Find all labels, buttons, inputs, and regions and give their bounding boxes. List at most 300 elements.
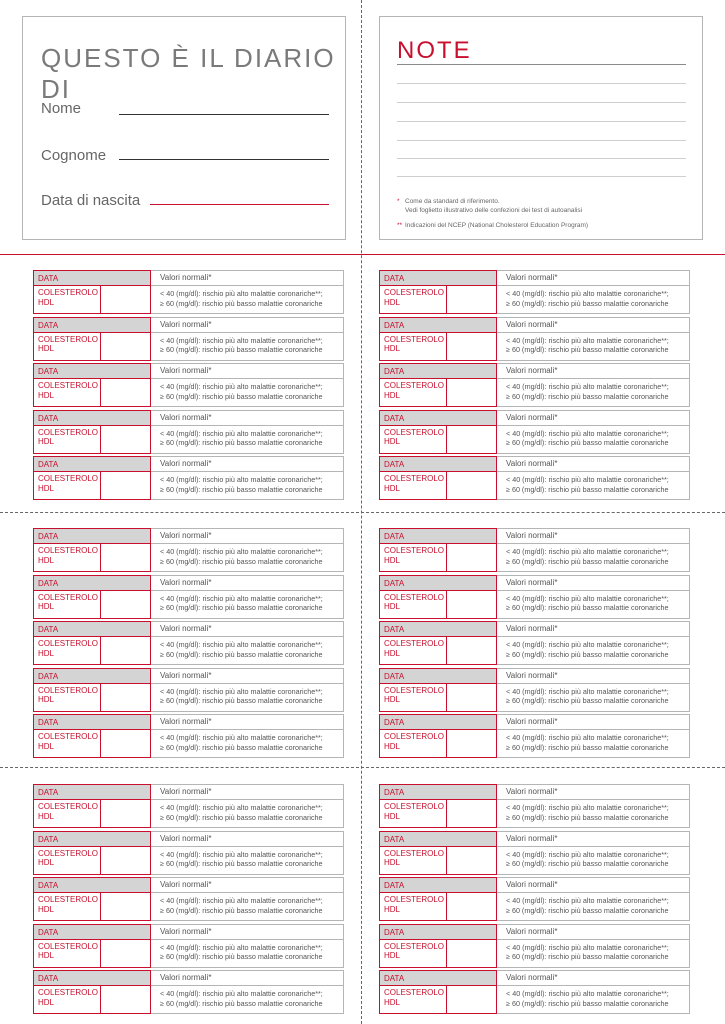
range-low-risk: ≥ 60 (mg/dl): rischio più basso malattie coronariche (160, 603, 323, 612)
log-entry (33, 621, 344, 665)
date-label: DATA (38, 413, 59, 423)
date-label: DATA (38, 718, 59, 727)
date-row (379, 528, 690, 544)
date-row (33, 456, 344, 472)
log-entry (33, 714, 344, 758)
normal-values-label: Valori normali* (506, 577, 558, 587)
range-text (506, 640, 669, 659)
date-field[interactable] (33, 456, 151, 472)
date-label: DATA (384, 274, 405, 283)
normal-values-label: Valori normali* (506, 670, 558, 680)
range-low-risk: ≥ 60 (mg/dl): rischio più basso malattie coronariche (506, 484, 669, 494)
birthdate-label: Data di nascita (41, 192, 141, 209)
hdl-label: COLESTEROLO HDL (384, 592, 445, 611)
hdl-value-field[interactable] (447, 986, 497, 1013)
range-high-risk: < 40 (mg/dl): rischio più alto malattie coronariche**; (160, 989, 323, 998)
date-field[interactable] (379, 784, 497, 800)
date-label: DATA (38, 927, 59, 937)
date-field[interactable] (379, 456, 497, 472)
range-text (506, 803, 669, 822)
date-field[interactable] (379, 270, 497, 286)
birthdate-field[interactable] (150, 204, 329, 205)
hdl-value-field[interactable] (101, 544, 151, 571)
date-field[interactable] (379, 877, 497, 893)
range-text (506, 336, 669, 355)
log-entry (379, 456, 690, 500)
hdl-label: COLESTEROLO HDL (38, 732, 99, 751)
hdl-label: COLESTEROLO HDL (38, 802, 99, 821)
range-low-risk: ≥ 60 (mg/dl): rischio più basso malattie coronariche (160, 484, 323, 494)
hdl-cell (379, 893, 497, 921)
hdl-value-field[interactable] (447, 893, 497, 920)
footnote-standard (397, 197, 697, 215)
hdl-value-field[interactable] (447, 333, 497, 360)
hdl-row (33, 986, 344, 1014)
date-label: DATA (38, 671, 59, 681)
date-row (379, 575, 690, 591)
note-line[interactable] (397, 176, 686, 177)
date-field[interactable] (33, 575, 151, 591)
normal-values-label: Valori normali* (160, 577, 212, 587)
range-high-risk: < 40 (mg/dl): rischio più alto malattie coronariche**; (160, 686, 323, 696)
hdl-row (379, 800, 690, 828)
date-row (33, 270, 344, 286)
hdl-value-field[interactable] (447, 544, 497, 571)
range-low-risk: ≥ 60 (mg/dl): rischio più basso malattie coronariche (506, 812, 669, 822)
notes-card (379, 16, 703, 240)
date-label: DATA (38, 578, 59, 588)
hdl-cell (33, 986, 151, 1014)
range-text (160, 733, 323, 752)
surname-field[interactable] (119, 159, 329, 160)
hdl-value-field[interactable] (101, 591, 151, 618)
date-field[interactable] (33, 621, 151, 637)
date-field[interactable] (33, 528, 151, 544)
hdl-label: COLESTEROLO HDL (38, 848, 99, 867)
hdl-value-field[interactable] (101, 426, 151, 453)
normal-values-label: Valori normali* (506, 833, 558, 843)
normal-values-label: Valori normali* (160, 319, 212, 329)
range-low-risk: ≥ 60 (mg/dl): rischio più basso malattie coronariche (160, 345, 323, 354)
date-row (379, 621, 690, 637)
range-low-risk: ≥ 60 (mg/dl): rischio più basso malattie coronariche (160, 298, 323, 308)
range-text (506, 850, 669, 869)
normal-values-label: Valori normali* (160, 833, 212, 843)
hdl-cell (379, 847, 497, 875)
log-entry (379, 410, 690, 454)
log-entry (379, 363, 690, 407)
date-label: DATA (38, 460, 59, 469)
range-text (506, 475, 669, 494)
date-field[interactable] (33, 270, 151, 286)
range-high-risk: < 40 (mg/dl): rischio più alto malattie coronariche**; (506, 289, 669, 298)
note-line[interactable] (397, 83, 686, 84)
range-high-risk: < 40 (mg/dl): rischio più alto malattie coronariche**; (160, 289, 323, 298)
range-high-risk: < 40 (mg/dl): rischio più alto malattie coronariche**; (506, 547, 669, 556)
hdl-label: COLESTEROLO HDL (384, 381, 445, 400)
normal-values-label: Valori normali* (506, 787, 558, 796)
normal-values-label: Valori normali* (506, 880, 558, 889)
range-low-risk: ≥ 60 (mg/dl): rischio più basso malattie coronariche (506, 345, 669, 354)
hdl-row (379, 986, 690, 1014)
hdl-value-field[interactable] (447, 472, 497, 499)
hdl-row (379, 286, 690, 314)
range-high-risk: < 40 (mg/dl): rischio più alto malattie coronariche**; (506, 942, 669, 952)
log-entry (379, 317, 690, 361)
date-label: DATA (384, 532, 405, 541)
date-field[interactable] (33, 924, 151, 940)
range-text (160, 803, 323, 822)
hdl-row (33, 544, 344, 572)
hdl-label: COLESTEROLO HDL (38, 592, 99, 611)
date-label: DATA (38, 274, 59, 283)
date-field[interactable] (379, 831, 497, 847)
range-text (160, 547, 323, 566)
hdl-value-field[interactable] (447, 800, 497, 827)
date-field[interactable] (33, 317, 151, 333)
hdl-label: COLESTEROLO HDL (38, 288, 99, 307)
hdl-row (379, 472, 690, 500)
hdl-value-field[interactable] (447, 379, 497, 406)
hdl-label: COLESTEROLO HDL (384, 988, 445, 1007)
footnote-text: Come da standard di riferimento. (405, 198, 500, 205)
date-field[interactable] (379, 621, 497, 637)
range-high-risk: < 40 (mg/dl): rischio più alto malattie coronariche**; (506, 335, 669, 345)
hdl-cell (379, 986, 497, 1014)
hdl-value-field[interactable] (447, 684, 497, 711)
range-high-risk: < 40 (mg/dl): rischio più alto malattie coronariche**; (160, 733, 323, 742)
date-field[interactable] (33, 970, 151, 986)
hdl-value-field[interactable] (447, 940, 497, 967)
date-label: DATA (384, 927, 405, 937)
date-row (379, 924, 690, 940)
note-line[interactable] (397, 121, 686, 122)
date-field[interactable] (379, 575, 497, 591)
range-low-risk: ≥ 60 (mg/dl): rischio più basso malattie coronariche (160, 438, 323, 447)
hdl-cell (33, 940, 151, 968)
hdl-row (33, 426, 344, 454)
log-entry (33, 970, 344, 1014)
diary-title: QUESTO È IL DIARIO DI (41, 43, 336, 104)
log-entry (33, 456, 344, 500)
hdl-cell (379, 426, 497, 454)
date-row (379, 410, 690, 426)
date-field[interactable] (379, 410, 497, 426)
hdl-value-field[interactable] (447, 847, 497, 874)
log-entry (379, 575, 690, 619)
log-entry (379, 877, 690, 921)
range-high-risk: < 40 (mg/dl): rischio più alto malattie coronariche**; (160, 640, 323, 649)
hdl-value-field[interactable] (101, 800, 151, 827)
range-text (506, 429, 669, 448)
date-field[interactable] (33, 784, 151, 800)
hdl-value-field[interactable] (101, 379, 151, 406)
date-row (33, 410, 344, 426)
diary-owner-card (22, 16, 346, 240)
hdl-value-field[interactable] (447, 426, 497, 453)
range-high-risk: < 40 (mg/dl): rischio più alto malattie coronariche**; (506, 989, 669, 998)
range-text (506, 896, 669, 915)
footnotes (397, 197, 697, 230)
range-text (160, 943, 323, 962)
log-entry (379, 668, 690, 712)
date-field[interactable] (379, 924, 497, 940)
hdl-value-field[interactable] (101, 730, 151, 757)
date-row (379, 877, 690, 893)
hdl-row (379, 637, 690, 665)
log-entry (33, 270, 344, 314)
date-field[interactable] (379, 317, 497, 333)
normal-values-label: Valori normali* (160, 412, 212, 422)
footnote-text: Vedi foglietto illustrativo delle confezioni dei test di autoanalisi (405, 207, 583, 214)
date-row (33, 970, 344, 986)
hdl-label: COLESTEROLO HDL (38, 685, 99, 704)
hdl-cell (33, 893, 151, 921)
hdl-value-field[interactable] (101, 847, 151, 874)
note-line[interactable] (397, 140, 686, 141)
range-text (506, 943, 669, 962)
range-low-risk: ≥ 60 (mg/dl): rischio più basso malattie coronariche (160, 742, 323, 752)
range-high-risk: < 40 (mg/dl): rischio più alto malattie coronariche**; (506, 803, 669, 812)
date-label: DATA (384, 881, 405, 890)
date-row (33, 528, 344, 544)
date-label: DATA (384, 834, 405, 844)
hdl-row (33, 730, 344, 758)
hdl-label: COLESTEROLO HDL (384, 474, 445, 493)
hdl-cell (33, 800, 151, 828)
range-text (506, 989, 669, 1008)
hdl-label: COLESTEROLO HDL (384, 732, 445, 751)
hdl-row (379, 940, 690, 968)
range-low-risk: ≥ 60 (mg/dl): rischio più basso malattie coronariche (506, 603, 669, 612)
hdl-row (33, 684, 344, 712)
date-label: DATA (384, 974, 405, 983)
date-row (379, 714, 690, 730)
hdl-cell (33, 379, 151, 407)
range-low-risk: ≥ 60 (mg/dl): rischio più basso malattie coronariche (160, 859, 323, 868)
name-label: Nome (41, 100, 82, 117)
range-high-risk: < 40 (mg/dl): rischio più alto malattie coronariche**; (506, 640, 669, 649)
normal-values-label: Valori normali* (160, 273, 212, 282)
range-high-risk: < 40 (mg/dl): rischio più alto malattie coronariche**; (160, 942, 323, 952)
range-high-risk: < 40 (mg/dl): rischio più alto malattie coronariche**; (160, 849, 323, 859)
date-label: DATA (384, 625, 405, 634)
range-high-risk: < 40 (mg/dl): rischio più alto malattie coronariche**; (160, 896, 323, 905)
log-entry (379, 621, 690, 665)
hdl-value-field[interactable] (101, 472, 151, 499)
normal-values-label: Valori normali* (506, 459, 558, 468)
hdl-row (379, 591, 690, 619)
normal-values-label: Valori normali* (160, 926, 212, 936)
hdl-value-field[interactable] (101, 286, 151, 313)
hdl-cell (33, 286, 151, 314)
log-entry (33, 784, 344, 828)
hdl-cell (33, 333, 151, 361)
range-low-risk: ≥ 60 (mg/dl): rischio più basso malattie coronariche (506, 556, 669, 566)
hdl-value-field[interactable] (447, 730, 497, 757)
date-row (33, 924, 344, 940)
hdl-row (379, 333, 690, 361)
range-low-risk: ≥ 60 (mg/dl): rischio più basso malattie coronariche (506, 905, 669, 915)
date-row (379, 317, 690, 333)
date-field[interactable] (379, 528, 497, 544)
note-line[interactable] (397, 102, 686, 103)
date-field[interactable] (379, 714, 497, 730)
hdl-label: COLESTEROLO HDL (38, 546, 99, 565)
hdl-row (33, 847, 344, 875)
log-entry (33, 410, 344, 454)
date-field[interactable] (33, 831, 151, 847)
hdl-cell (33, 472, 151, 500)
hdl-cell (33, 426, 151, 454)
normal-values-label: Valori normali* (160, 366, 212, 375)
range-low-risk: ≥ 60 (mg/dl): rischio più basso malattie coronariche (160, 952, 323, 961)
date-field[interactable] (33, 410, 151, 426)
hdl-label: COLESTEROLO HDL (38, 334, 99, 353)
hdl-value-field[interactable] (447, 591, 497, 618)
date-row (379, 270, 690, 286)
date-label: DATA (384, 578, 405, 588)
hdl-label: COLESTEROLO HDL (38, 427, 99, 446)
date-label: DATA (38, 320, 59, 330)
range-low-risk: ≥ 60 (mg/dl): rischio più basso malattie coronariche (506, 298, 669, 308)
hdl-cell (379, 472, 497, 500)
date-field[interactable] (33, 363, 151, 379)
range-high-risk: < 40 (mg/dl): rischio più alto malattie coronariche**; (160, 335, 323, 345)
date-row (33, 621, 344, 637)
range-text (160, 336, 323, 355)
range-text (160, 289, 323, 308)
date-field[interactable] (379, 363, 497, 379)
date-row (33, 668, 344, 684)
date-field[interactable] (379, 668, 497, 684)
range-low-risk: ≥ 60 (mg/dl): rischio più basso malattie coronariche (506, 952, 669, 961)
range-text (160, 850, 323, 869)
footnote-text: Indicazioni del NCEP (National Cholesterol Education Program) (405, 222, 589, 229)
normal-values-label: Valori normali* (506, 717, 558, 726)
note-line[interactable] (397, 158, 686, 159)
date-label: DATA (38, 881, 59, 890)
hdl-value-field[interactable] (101, 637, 151, 664)
range-high-risk: < 40 (mg/dl): rischio più alto malattie coronariche**; (160, 593, 323, 603)
range-high-risk: < 40 (mg/dl): rischio più alto malattie coronariche**; (160, 428, 323, 438)
date-row (33, 877, 344, 893)
range-text (160, 640, 323, 659)
date-row (33, 317, 344, 333)
date-label: DATA (384, 671, 405, 681)
date-field[interactable] (379, 970, 497, 986)
date-row (379, 668, 690, 684)
hdl-value-field[interactable] (101, 684, 151, 711)
log-entry (379, 784, 690, 828)
hdl-cell (33, 847, 151, 875)
log-entry (379, 970, 690, 1014)
range-text (160, 594, 323, 613)
range-low-risk: ≥ 60 (mg/dl): rischio più basso malattie coronariche (506, 438, 669, 447)
range-low-risk: ≥ 60 (mg/dl): rischio più basso malattie coronariche (160, 905, 323, 915)
range-low-risk: ≥ 60 (mg/dl): rischio più basso malattie coronariche (160, 812, 323, 822)
normal-values-label: Valori normali* (506, 412, 558, 422)
note-line[interactable] (397, 64, 686, 65)
hdl-cell (379, 544, 497, 572)
hdl-value-field[interactable] (447, 637, 497, 664)
normal-values-label: Valori normali* (160, 717, 212, 726)
range-high-risk: < 40 (mg/dl): rischio più alto malattie coronariche**; (506, 896, 669, 905)
log-entry (33, 831, 344, 875)
hdl-row (33, 637, 344, 665)
date-row (33, 575, 344, 591)
normal-values-label: Valori normali* (160, 624, 212, 633)
date-row (33, 363, 344, 379)
hdl-row (379, 730, 690, 758)
hdl-row (33, 379, 344, 407)
date-row (379, 970, 690, 986)
hdl-cell (379, 730, 497, 758)
cut-line-horizontal-1 (0, 512, 725, 513)
hdl-value-field[interactable] (447, 286, 497, 313)
range-text (160, 896, 323, 915)
date-row (379, 456, 690, 472)
date-field[interactable] (33, 714, 151, 730)
range-low-risk: ≥ 60 (mg/dl): rischio più basso malattie coronariche (506, 696, 669, 705)
date-field[interactable] (33, 877, 151, 893)
date-row (379, 363, 690, 379)
hdl-row (379, 847, 690, 875)
date-label: DATA (384, 413, 405, 423)
date-row (33, 714, 344, 730)
hdl-cell (33, 637, 151, 665)
range-low-risk: ≥ 60 (mg/dl): rischio più basso malattie coronariche (160, 696, 323, 705)
hdl-label: COLESTEROLO HDL (384, 802, 445, 821)
hdl-label: COLESTEROLO HDL (384, 639, 445, 658)
hdl-value-field[interactable] (101, 986, 151, 1013)
hdl-value-field[interactable] (101, 333, 151, 360)
normal-values-label: Valori normali* (160, 787, 212, 796)
hdl-value-field[interactable] (101, 893, 151, 920)
hdl-label: COLESTEROLO HDL (384, 334, 445, 353)
range-low-risk: ≥ 60 (mg/dl): rischio più basso malattie coronariche (160, 391, 323, 401)
date-row (379, 831, 690, 847)
hdl-label: COLESTEROLO HDL (384, 685, 445, 704)
hdl-row (33, 893, 344, 921)
log-entry (33, 575, 344, 619)
range-high-risk: < 40 (mg/dl): rischio più alto malattie coronariche**; (160, 547, 323, 556)
normal-values-label: Valori normali* (160, 459, 212, 468)
range-low-risk: ≥ 60 (mg/dl): rischio più basso malattie coronariche (506, 391, 669, 401)
normal-values-label: Valori normali* (506, 273, 558, 282)
date-label: DATA (38, 532, 59, 541)
range-text (506, 594, 669, 613)
range-low-risk: ≥ 60 (mg/dl): rischio più basso malattie coronariche (506, 998, 669, 1008)
surname-label: Cognome (41, 147, 107, 164)
normal-values-label: Valori normali* (506, 624, 558, 633)
range-text (160, 989, 323, 1008)
date-field[interactable] (33, 668, 151, 684)
notes-title: NOTE (397, 37, 472, 64)
hdl-value-field[interactable] (101, 940, 151, 967)
name-field[interactable] (119, 114, 329, 115)
log-entry (379, 924, 690, 968)
normal-values-label: Valori normali* (160, 531, 212, 540)
range-low-risk: ≥ 60 (mg/dl): rischio più basso malattie coronariche (506, 649, 669, 659)
red-divider (0, 254, 725, 255)
hdl-row (33, 800, 344, 828)
date-label: DATA (38, 788, 59, 797)
range-high-risk: < 40 (mg/dl): rischio più alto malattie coronariche**; (506, 428, 669, 438)
date-label: DATA (38, 974, 59, 983)
hdl-label: COLESTEROLO HDL (38, 988, 99, 1007)
hdl-row (379, 544, 690, 572)
